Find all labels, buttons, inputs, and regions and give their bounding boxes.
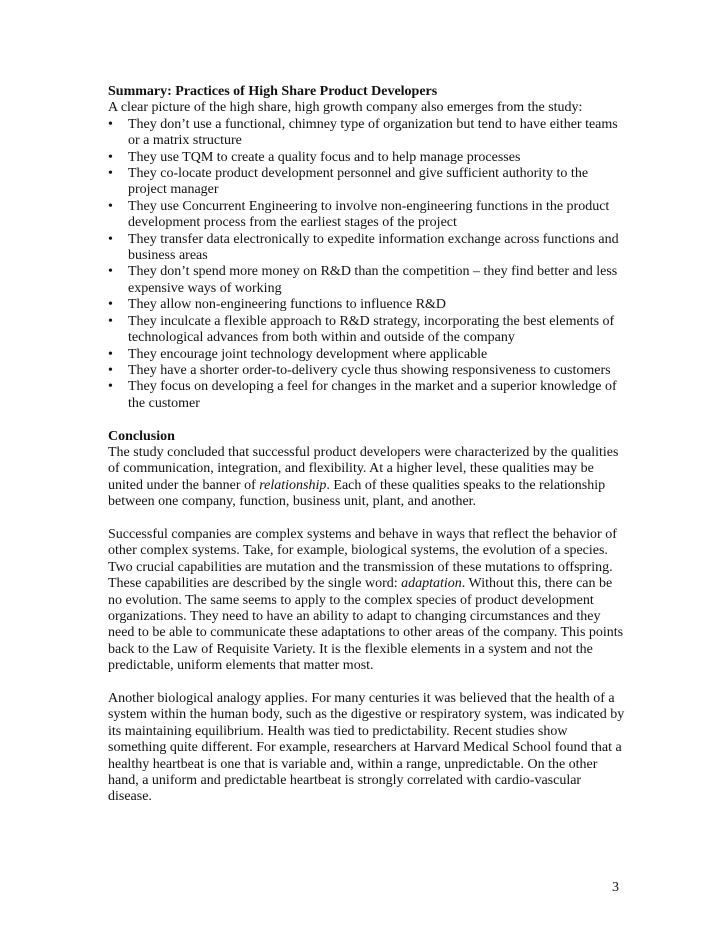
list-item [108,363,628,379]
summary-intro: A clear picture of the high share, high growth company also emerges from the study: [108,100,583,116]
emphasized-term: relationship [259,477,327,493]
bullet-marker: • [108,116,113,132]
bullet-marker: • [108,166,113,182]
list-item-text: They inculcate a flexible approach to R&D strategy, incorporating the best elements of technological advances from both within and outside of the company [128,313,615,346]
bullet-marker: • [108,149,113,165]
list-item [108,232,628,265]
list-item [108,314,628,347]
list-item-text: They allow non-engineering functions to influence R&D [128,297,447,313]
list-item-text: They focus on developing a feel for changes in the market and a superior knowledge of the customer [128,379,617,411]
list-item [108,347,628,363]
list-item [108,166,628,199]
list-item-text: They co-locate product development personnel and give sufficient authority to the project manager [128,166,589,198]
conclusion-heading: Conclusion [108,428,175,444]
bullet-marker: • [108,231,113,247]
bullet-marker: • [108,346,113,362]
paragraph-gap [108,412,628,428]
paragraph-gap [108,511,628,527]
list-item [108,297,628,313]
bullet-marker: • [108,198,113,214]
list-item-text: They have a shorter order-to-delivery cycle thus showing responsiveness to customers [128,362,611,378]
list-item [108,379,628,412]
list-item [108,199,628,232]
list-item [108,264,628,297]
list-item [108,117,628,150]
emphasized-term: adaptation [401,576,462,592]
list-item-text: They encourage joint technology development where applicable [128,346,488,362]
paragraph-text: Successful companies are complex systems and behave in ways that reflect the behavior of other complex systems. Take, for example, biological systems, the evolution of a species. Two crucial capabilities are mutation and the transmission of these mutations to offspring. These capabilities are described by the single word: [108,526,617,592]
paragraph-text: . Without this, there can be no evolution. The same seems to apply to the complex species of product development organizations. They need to have an ability to adapt to changing circumstances and they need to be able to communicate these adaptations to other areas of the company. This points back to the Law of Requisite Variety. It is the flexible elements in a system and not the predictable, uniform elements that matter most. [108,576,624,674]
list-item-text: They don’t use a functional, chimney type of organization but tend to have either teams or a matrix structure [128,116,618,149]
paragraph-gap [108,675,628,691]
page-number: 3 [612,880,619,895]
page-body [108,84,628,806]
list-item-text: They transfer data electronically to expedite information exchange across functions and business areas [128,231,619,264]
list-item-text: They use Concurrent Engineering to involve non-engineering functions in the product development process from the earliest stages of the project [128,198,610,231]
bullet-marker: • [108,313,113,329]
list-item-text: They don’t spend more money on R&D than the competition – they find better and less expensive ways of working [128,264,618,296]
list-item [108,150,628,166]
bullet-marker: • [108,379,113,395]
conclusion-paragraph-1 [108,445,628,511]
summary-heading: Summary: Practices of High Share Product Developers [108,84,438,99]
bullet-marker: • [108,362,113,378]
list-item-text: They use TQM to create a quality focus and to help manage processes [128,149,521,165]
paragraph-text: . Each of these qualities speaks to the relationship between one company, function, business unit, plant, and another. [108,477,606,510]
bullet-marker: • [108,297,113,313]
conclusion-paragraph-2 [108,527,628,675]
summary-bullet-list [108,117,628,412]
paragraph-text: The study concluded that successful product developers were characterized by the qualities of communication, integration, and flexibility. At a higher level, these qualities may be united under the banner of [108,444,619,493]
bullet-marker: • [108,264,113,280]
conclusion-paragraph-3: Another biological analogy applies. For many centuries it was believed that the health of a system within the human body, such as the digestive or respiratory system, was indicated by its maintaining equilibrium. Health was tied to predictability. Recent studies show something quite different. For example, researchers at Harvard Medical School found that a healthy heartbeat is one that is variable and, within a range, unpredictable. On the other hand, a uniform and predictable heartbeat is strongly correlated with cardio-vascular disease. [108,690,625,805]
